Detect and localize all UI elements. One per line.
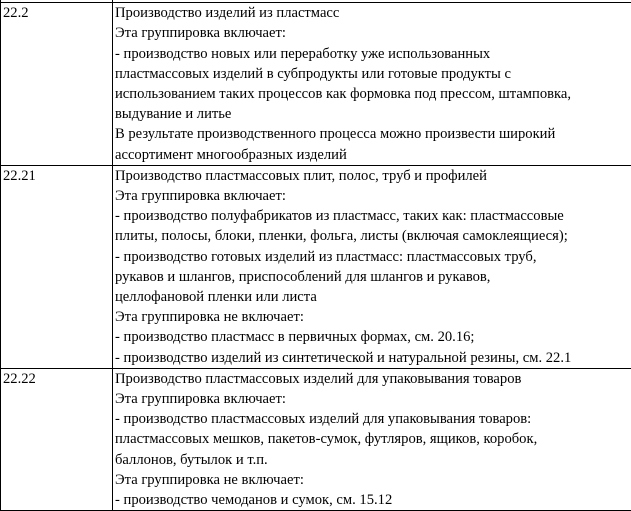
description-line: Эта группировка включает: <box>115 186 631 206</box>
description-line: ассортимент многообразных изделий <box>115 145 631 165</box>
description-line: выдувание и литье <box>115 104 631 124</box>
code-text: 22.21 <box>3 166 112 186</box>
table-row <box>1 368 631 510</box>
code-cell <box>1 368 113 510</box>
description-line: использованием таких процессов как формовка под прессом, штамповка, <box>115 84 631 104</box>
description-cell <box>113 368 631 510</box>
description-line: плиты, полосы, блоки, пленки, фольга, листы (включая самоклеящиеся); <box>115 226 631 246</box>
description-line: Эта группировка включает: <box>115 23 631 43</box>
description-line: Эта группировка не включает: <box>115 307 631 327</box>
description-line: пластмассовых мешков, пакетов-сумок, футляров, ящиков, коробок, <box>115 429 631 449</box>
row-title: Производство изделий из пластмасс <box>115 3 631 23</box>
code-text: 22.2 <box>3 3 112 23</box>
description-cell <box>113 3 631 166</box>
row-title: Производство пластмассовых плит, полос, труб и профилей <box>115 166 631 186</box>
row-title: Производство пластмассовых изделий для упаковывания товаров <box>115 369 631 389</box>
code-cell <box>1 3 113 166</box>
table-row <box>1 165 631 368</box>
description-line: В результате производственного процесса можно произвести широкий <box>115 124 631 144</box>
description-line <box>115 0 631 2</box>
description-line: - производство чемоданов и сумок, см. 15.12 <box>115 490 631 510</box>
description-line: - производство изделий из синтетической и натуральной резины, см. 22.1 <box>115 348 631 368</box>
table-row <box>1 3 631 166</box>
description-line: пластмассовых изделий в субпродукты или готовые продукты с <box>115 64 631 84</box>
description-line: - производство пластмасс в первичных формах, см. 20.16; <box>115 327 631 347</box>
description-line: рукавов и шлангов, приспособлений для шлангов и рукавов, <box>115 267 631 287</box>
description-line: баллонов, бутылок и т.п. <box>115 450 631 470</box>
description-line: Эта группировка включает: <box>115 389 631 409</box>
description-cell <box>113 165 631 368</box>
code-text: 22.22 <box>3 369 112 389</box>
description-line: - производство полуфабрикатов из пластмасс, таких как: пластмассовые <box>115 206 631 226</box>
description-line: - производство пластмассовых изделий для упаковывания товаров: <box>115 409 631 429</box>
description-line: целлофановой пленки или листа <box>115 287 631 307</box>
description-line: - производство готовых изделий из пластмасс: пластмассовых труб, <box>115 247 631 267</box>
code-cell <box>1 165 113 368</box>
description-line: - производство новых или переработку уже использованных <box>115 44 631 64</box>
description-line: Эта группировка не включает: <box>115 470 631 490</box>
